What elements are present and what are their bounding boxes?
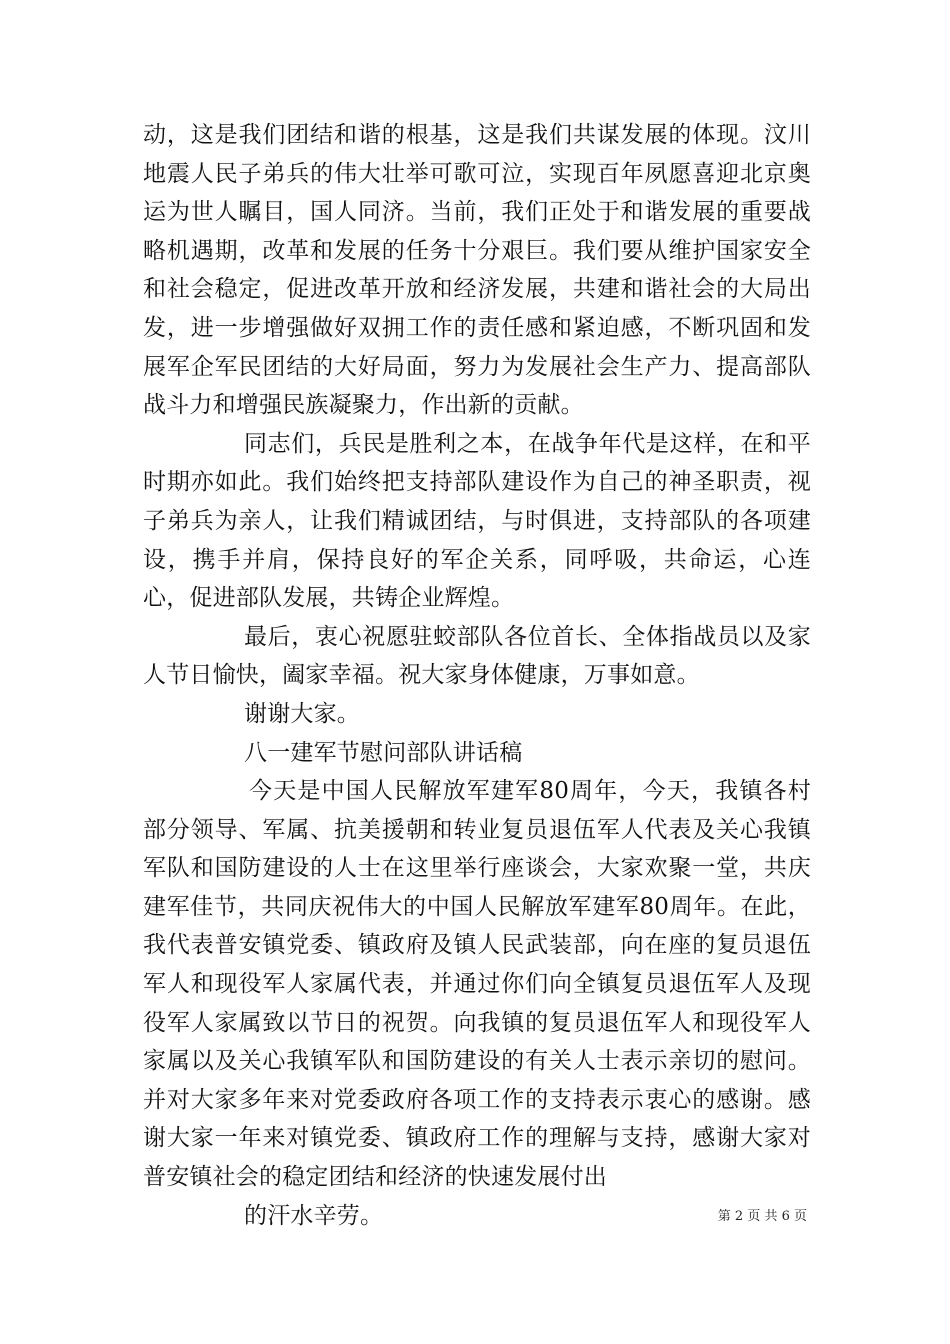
paragraph-comrades: 同志们，兵民是胜利之本，在战争年代是这样，在和平时期亦如此。我们始终把支持部队建设作为自己的神圣职责，视子弟兵为亲人，让我们精诚团结，与时俱进，支持部队的各项建设，携手并肩，保持良好的军企关系，同呼吸，共命运，心连心，促进部队发展，共铸企业辉煌。 — [143, 430, 811, 612]
paragraph-thanks: 谢谢大家。 — [244, 700, 360, 727]
document-body — [143, 116, 811, 1235]
section-title: 八一建军节慰问部队讲话稿 — [244, 739, 523, 766]
paragraph-speech-body: 今天是中国人民解放军建军80周年，今天，我镇各村部分领导、军属、抗美援朝和转业复员退伍军人代表及关心我镇军队和国防建设的人士在这里举行座谈会，大家欢聚一堂，共庆建军佳节，共同庆祝伟大的中国人民解放军建军80周年。在此，我代表普安镇党委、镇政府及镇人民武装部，向在座的复员退伍军人和现役军人家属代表，并通过你们向全镇复员退伍军人及现役军人家属致以节日的祝贺。向我镇的复员退伍军人和现役军人家属以及关心我镇军队和国防建设的有关人士表示亲切的慰问。并对大家多年来对党委政府各项工作的支持表示衷心的感谢。感谢大家一年来对镇党委、镇政府工作的理解与支持，感谢大家对普安镇社会的稳定团结和经济的快速发展付出 — [143, 778, 811, 1191]
paragraph-closing-wishes: 最后，衷心祝愿驻蛟部队各位首长、全体指战员以及家人节日愉快，阖家幸福。祝大家身体健康，万事如意。 — [143, 623, 811, 689]
paragraph-continuation: 动，这是我们团结和谐的根基，这是我们共谋发展的体现。汶川地震人民子弟兵的伟大壮举可歌可泣，实现百年夙愿喜迎北京奥运为世人瞩目，国人同济。当前，我们正处于和谐发展的重要战略机遇期，改革和发展的任务十分艰巨。我们要从维护国家安全和社会稳定，促进改革开放和经济发展，共建和谐社会的大局出发，进一步增强做好双拥工作的责任感和紧迫感，不断巩固和发展军企军民团结的大好局面，努力为发展社会生产力、提高部队战斗力和增强民族凝聚力，作出新的贡献。 — [143, 122, 811, 419]
paragraph-speech-tail: 的汗水辛劳。 — [244, 1202, 384, 1229]
page-number-footer: 第 2 页 共 6 页 — [717, 1209, 807, 1224]
